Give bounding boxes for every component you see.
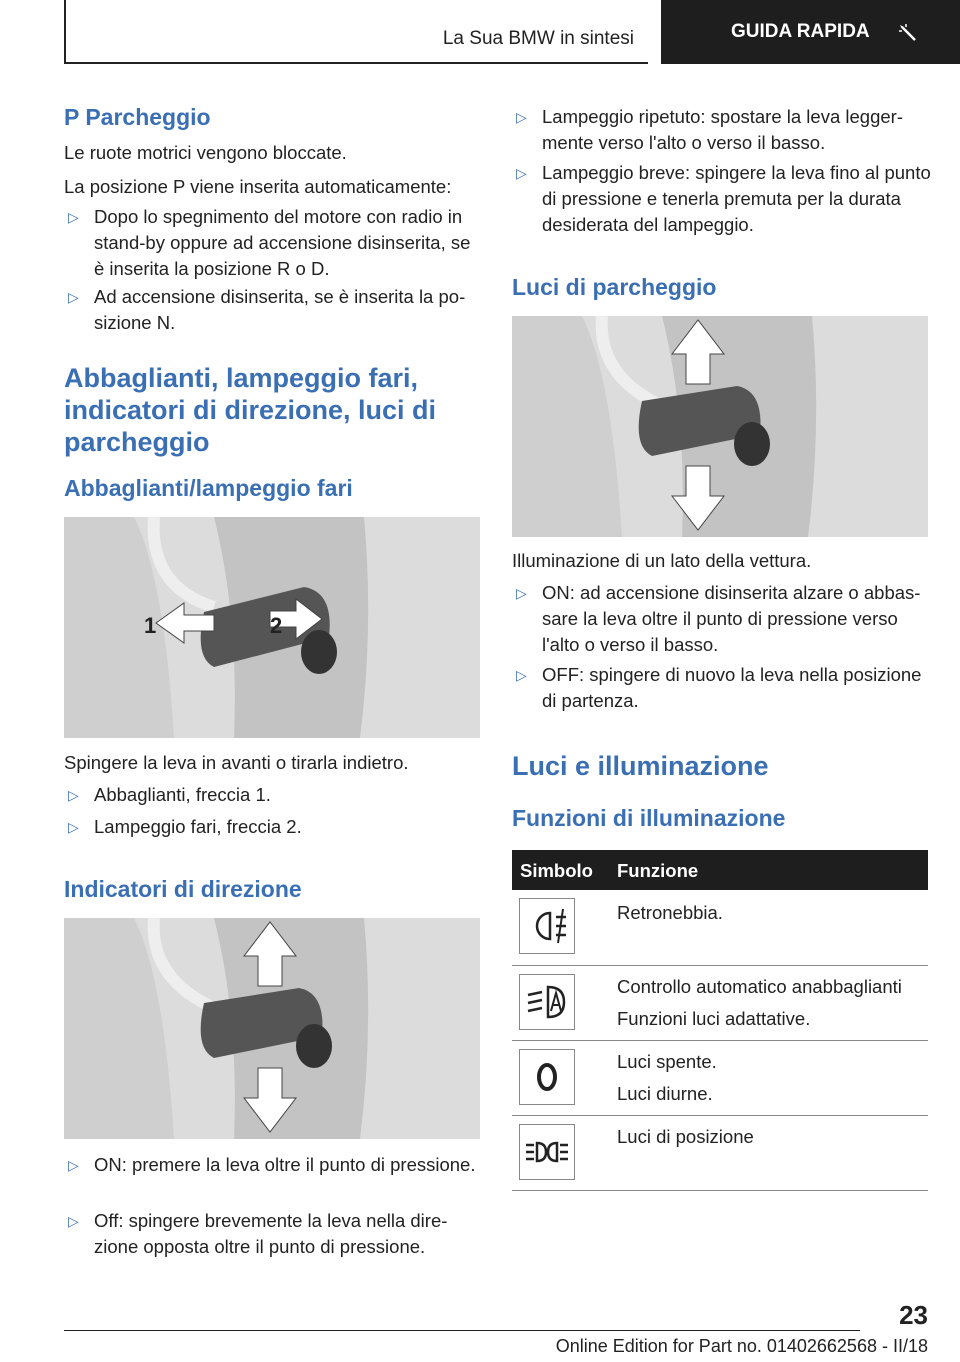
- section-title: Abbaglianti, lampeggio fari, indicatori di direzione, luci di parcheggio: [64, 363, 437, 457]
- table-divider: [512, 965, 928, 966]
- page-number: 23: [899, 1300, 928, 1330]
- park-text-1: Le ruote motrici vengono bloccate.: [64, 142, 347, 163]
- table-divider: [512, 1190, 928, 1191]
- arrow-label-1: 1: [144, 613, 157, 638]
- parking-lights-icon: [519, 1124, 575, 1180]
- table-cell: Controllo automatico anabbaglianti: [617, 976, 902, 997]
- high-beam-figure: [64, 517, 480, 738]
- table-cell: Luci di posizione: [617, 1126, 754, 1147]
- table-divider: [512, 1115, 928, 1116]
- triangle-bullet-icon: ▷: [68, 289, 79, 305]
- triangle-bullet-icon: ▷: [68, 209, 79, 225]
- triangle-bullet-icon: ▷: [516, 109, 527, 125]
- list-item: ▷ Dopo lo spegnimento del motore con radio in stand-by oppure ad accensione disinserita, se è inserita la posizione R o D.: [68, 206, 471, 279]
- col-symbol: Simbolo: [520, 860, 593, 881]
- header-tab-label: GUIDA RAPIDA: [731, 21, 870, 42]
- indicators-title: Indicatori di direzione: [64, 876, 302, 902]
- table-cell: Funzioni luci adattative.: [617, 1008, 811, 1029]
- list-item: ▷ ON: ad accensione disinserita alzare o abbassare la leva oltre il punto di pressione verso l'alto o verso il basso.: [516, 582, 921, 655]
- parking-lights-title: Luci di parcheggio: [512, 274, 717, 300]
- triangle-bullet-icon: ▷: [68, 819, 79, 835]
- table-divider: [512, 1040, 928, 1041]
- functions-title: Funzioni di illuminazione: [512, 805, 786, 831]
- triangle-bullet-icon: ▷: [516, 585, 527, 601]
- list-item: ▷ Abbaglianti, freccia 1.: [64, 782, 484, 808]
- lever-illustration: [512, 316, 928, 537]
- high-beam-caption: Spingere la leva in avanti o tirarla indietro.: [64, 752, 409, 773]
- list-item: ▷ Off: spingere brevemente la leva nella direzione opposta oltre il punto di pressione.: [68, 1210, 448, 1257]
- list-item: ▷ Lampeggio fari, freccia 2.: [64, 814, 484, 840]
- table-cell: Retronebbia.: [617, 902, 723, 923]
- footer-edition: Online Edition for Part no. 01402662568 - II/18: [555, 1336, 928, 1356]
- high-beam-title: Abbaglianti/lampeggio fari: [64, 475, 353, 501]
- park-title: P Parcheggio: [64, 104, 211, 130]
- list-item: ▷ Lampeggio ripetuto: spostare la leva leggermente verso l'alto o verso il basso.: [516, 106, 903, 153]
- wand-icon: [896, 21, 918, 43]
- list-item: ▷ ON: premere la leva oltre il punto di pressione.: [64, 1152, 484, 1178]
- park-text-2: La posizione P viene inserita automaticamente:: [64, 176, 452, 197]
- list-item: ▷ Ad accensione disinserita, se è inserita la posizione N.: [68, 286, 466, 333]
- header-section: La Sua BMW in sintesi: [442, 28, 634, 49]
- footer-rule: [64, 1330, 860, 1331]
- table-cell: Luci spente.: [617, 1051, 717, 1072]
- list-item: ▷ Lampeggio breve: spingere la leva fino al punto di pressione e tenerla premuta per la durata desiderata del lampeggio.: [516, 162, 931, 235]
- triangle-bullet-icon: ▷: [68, 1157, 79, 1173]
- lever-illustration: [64, 918, 480, 1139]
- triangle-bullet-icon: ▷: [516, 667, 527, 683]
- auto-high-beam-icon: [519, 974, 575, 1030]
- header-line: [64, 62, 648, 64]
- col-function: Funzione: [617, 860, 699, 881]
- rear-fog-light-icon: [519, 898, 575, 954]
- table-header: [512, 850, 928, 890]
- arrow-label-2: 2: [270, 613, 283, 638]
- triangle-bullet-icon: ▷: [516, 165, 527, 181]
- indicators-figure: [64, 918, 480, 1139]
- list-item: ▷ OFF: spingere di nuovo la leva nella posizione di partenza.: [516, 664, 922, 711]
- header-tab: [661, 0, 960, 64]
- lights-off-icon: [519, 1049, 575, 1105]
- table-cell: Luci diurne.: [617, 1083, 713, 1104]
- parking-lights-figure: [512, 316, 928, 537]
- lights-title: Luci e illuminazione: [512, 751, 769, 781]
- triangle-bullet-icon: ▷: [68, 1213, 79, 1229]
- parking-lights-caption: Illuminazione di un lato della vettura.: [512, 550, 812, 571]
- triangle-bullet-icon: ▷: [68, 787, 79, 803]
